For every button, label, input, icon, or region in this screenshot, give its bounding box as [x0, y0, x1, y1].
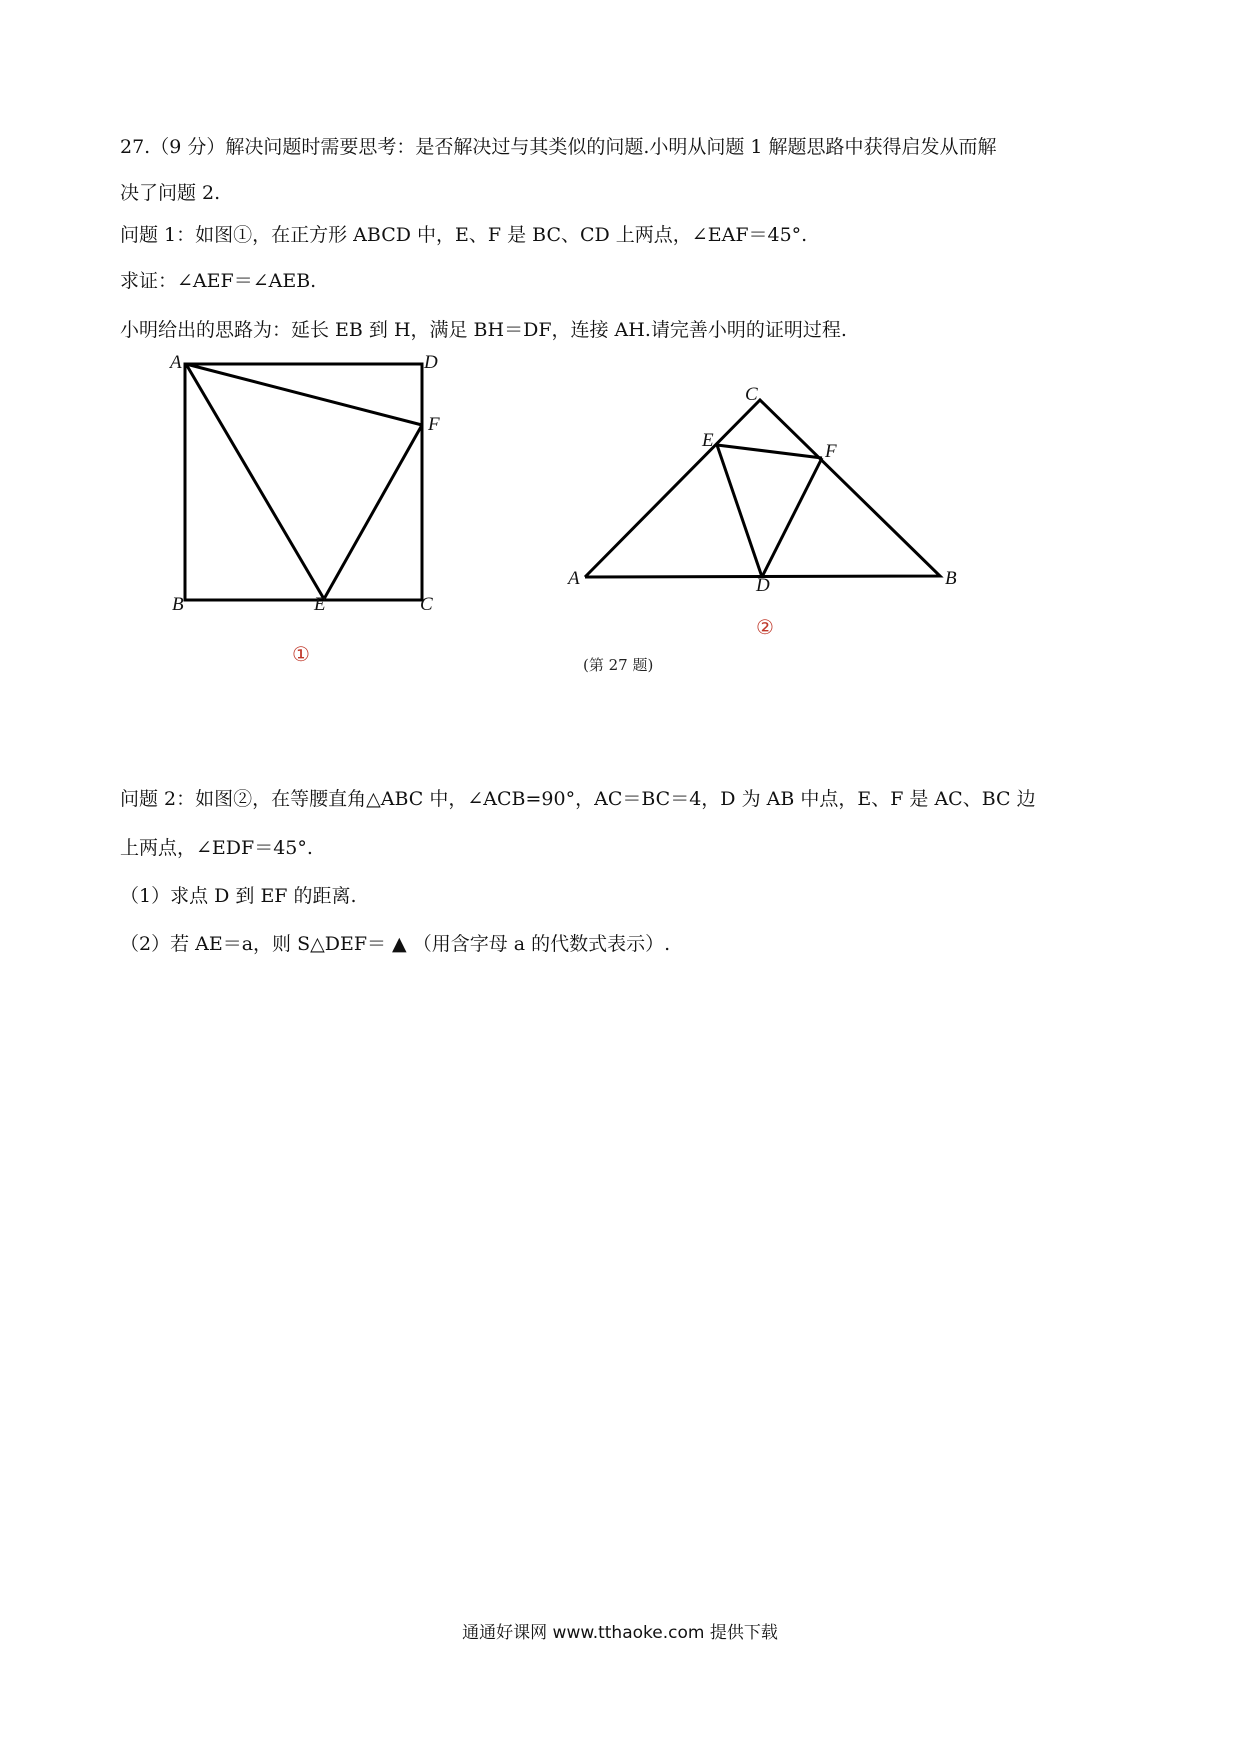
figure2-number: ②	[756, 615, 774, 639]
figure-caption: (第 27 题)	[583, 656, 654, 674]
question2-sub2: （2）若 AE＝a，则 S△DEF＝ ▲ （用含字母 a 的代数式表示）.	[120, 933, 671, 955]
question2-line1: 问题 2：如图②，在等腰直角△ABC 中，∠ACB=90°，AC＝BC＝4，D 为 AB 中点，E、F 是 AC、BC 边	[120, 788, 1036, 810]
figure2-triangle	[585, 400, 940, 577]
question2-sub1: （1）求点 D 到 EF 的距离.	[120, 885, 357, 907]
fig2-label-f: F	[825, 441, 837, 462]
fig2-label-e: E	[702, 430, 714, 451]
fig2-label-d: D	[756, 575, 770, 596]
problem-intro-line2: 决了问题 2.	[120, 182, 221, 204]
fig1-label-f: F	[428, 414, 440, 435]
segment-df	[762, 458, 822, 577]
fig1-label-a: A	[170, 352, 182, 373]
fig2-label-c: C	[745, 384, 758, 405]
question1-hint: 小明给出的思路为：延长 EB 到 H，满足 BH＝DF，连接 AH.请完善小明的证明过程.	[120, 319, 847, 341]
segment-ae	[186, 364, 324, 599]
triangle-abc	[585, 400, 940, 577]
figures-canvas	[0, 0, 1240, 700]
fig1-label-d: D	[424, 352, 438, 373]
fig1-label-e: E	[314, 594, 326, 615]
page-footer: 通通好课网 www.tthaoke.com 提供下载	[462, 1623, 778, 1643]
segment-af	[186, 364, 422, 425]
segment-ef	[324, 425, 422, 599]
problem-intro-line1: 27.（9 分）解决问题时需要思考：是否解决过与其类似的问题.小明从问题 1 解题思路中获得启发从而解	[120, 136, 997, 158]
fig1-label-b: B	[172, 594, 184, 615]
fig2-label-b: B	[945, 568, 957, 589]
figure1-number: ①	[292, 642, 310, 666]
question1-prove: 求证：∠AEF＝∠AEB.	[120, 270, 317, 292]
fig2-label-a: A	[568, 568, 580, 589]
question1-statement: 问题 1：如图①，在正方形 ABCD 中，E、F 是 BC、CD 上两点，∠EAF＝45°.	[120, 224, 808, 246]
fig1-label-c: C	[420, 594, 433, 615]
segment-de	[717, 445, 762, 577]
figure1-square	[185, 364, 422, 600]
question2-line2: 上两点，∠EDF＝45°.	[120, 837, 313, 859]
